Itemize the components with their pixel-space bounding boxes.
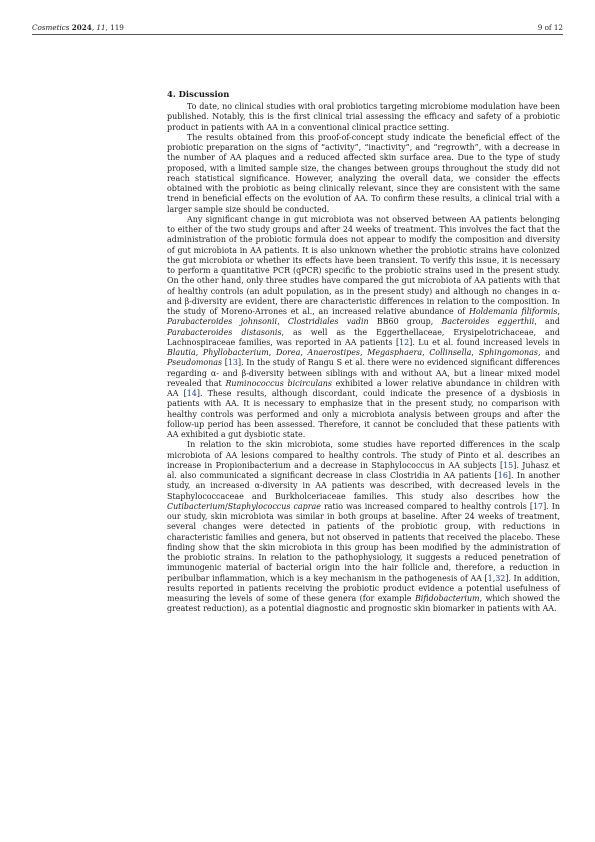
section-heading <box>167 89 560 100</box>
journal-citation: Cosmetics 2024, 11, 119 <box>32 23 124 32</box>
page-number: 9 of 12 <box>537 23 563 32</box>
main-content <box>167 89 560 615</box>
journal-name: Cosmetics <box>32 23 70 32</box>
paragraph: To date, no clinical studies with oral probiotics targeting microbiome modulation have been published. Notably, this is the first clinical trial assessing the efficacy and safety of a probiotic product in patients with AA in a conventional clinical practice setting. <box>167 102 560 132</box>
paragraph: In relation to the skin microbiota, some studies have reported differences in the scalp microbiota of AA lesions compared to healthy controls. The study of Pinto et al. describes an increase in Propionibacterium and a decrease in Staphylococcus in AA subjects [15]. Juhasz et al. also communicated a significant decrease in class Clostridia in AA patients [16]. In another study, an increased α-diversity in AA patients was described, with decreased levels in the Staphylococcaceae and Burkholceriaceae families. This study also describes how the Cutibacterium/Staphylococcus caprae ratio was increased compared to healthy controls [17]. In our study, skin microbiota was similar in both groups at baseline. After 24 weeks of treatment, several changes were detected in patients of the probiotic group, with reductions in characteristic families and genera, but not observed in patients that received the placebo. These finding show that the skin microbiota in this group has been modified by the administration of the probiotic strains. In relation to the pathophysiology, it suggests a reduced penetration of immunogenic material of bacterial origin into the hair follicle and, therefore, a reduction in peribulbar inflammation, which is a key mechanism in the pathogenesis of AA [1,32]. In addition, results reported in patients receiving the probiotic product evidence a potential usefulness of measuring the levels of some of these genera (for example Bifidobacterium, which showed the greatest reduction), as a potential diagnostic and prognostic skin biomarker in patients with AA. <box>167 440 561 614</box>
paragraph: The results obtained from this proof-of-concept study indicate the beneficial effect of the probiotic preparation on the signs of “activity”, “inactivity”, and “regrowth”, with a decrease in the number of AA plaques and a reduced affected skin surface area. Due to the type of study proposed, with a limited sample size, the changes between groups throughout the study did not reach statistical significance. However, analyzing the overall data, we consider the effects obtained with the probiotic as being clinically relevant, since they are consistent with the same trend in beneficial effects on the evolution of AA. To confirm these results, a clinical trial with a larger sample size should be conducted. <box>167 132 560 214</box>
header-divider <box>32 34 563 35</box>
article-number: 119 <box>110 23 124 32</box>
journal-volume: 11 <box>96 23 106 32</box>
section-title: Discussion <box>178 89 230 99</box>
paragraph: Any significant change in gut microbiota was not observed between AA patients belonging to either of the two study groups and after 24 weeks of treatment. This involves the fact that the administration of the probiotic formula does not appear to modify the composition and diversity of gut microbiota in AA patients. It is also unknown whether the probiotic strains have colonized the gut microbiota or whether its effects have been transient. To verify this issue, it is necessary to perform a quantitative PCR (qPCR) specific to the probiotic strains used in the present study. On the other hand, only three studies have compared the gut microbiota of AA patients with that of healthy controls (an adult population, as in the present study) and although no changes in α- and β-diversity are evident, there are characteristic differences in relation to the composition. In the study of Moreno-Arrones et al., an increased relative abundance of Holdemania filiformis, Parabacteroides johnsonii, Clostridiales vadin BB60 group, Bacteroides eggerthii, and Parabacteroides distasonis, as well as the Eggerthellaceae, Erysipelotrichaceae, and Lachnospiraceae families, was reported in AA patients [12]. Lu et al. found increased levels in Blautia, Phyllobacterium, Dorea, Anaerostipes, Megasphaera, Collinsella, Sphingomonas, and Pseudomonas [13]. In the study of Rangu S et al. there were no evidenced significant differences regarding α- and β-diversity between siblings with and without AA, but a linear mixed model revealed that Ruminococcus bicirculans exhibited a lower relative abundance in children with AA [14]. These results, although discordant, could indicate the presence of a dysbiosis in patients with AA. It is necessary to emphasize that in the present study, no comparison with healthy controls was performed and only a microbiota analysis between groups and after the follow-up period has been assessed. Therefore, it cannot be concluded that these patients with AA exhibited a gut dysbiotic state. <box>167 214 561 439</box>
section-number: 4. <box>167 89 176 99</box>
journal-year: 2024 <box>71 23 92 32</box>
